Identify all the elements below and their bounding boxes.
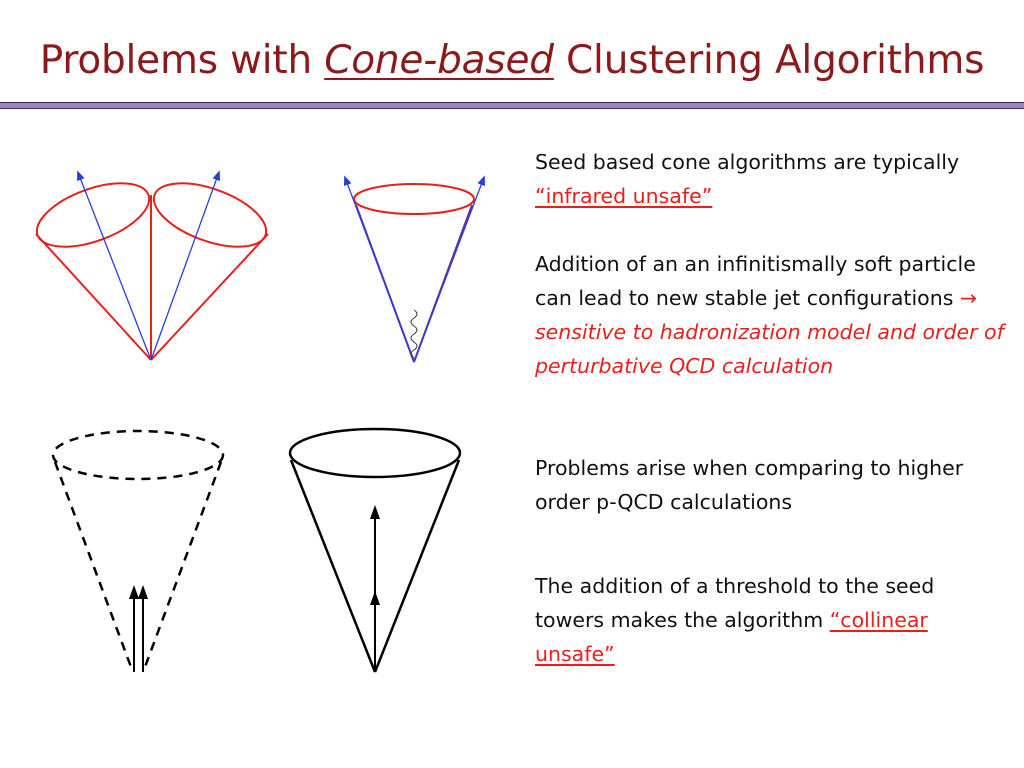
solid-cone-diagram [290, 429, 460, 672]
paragraph-collinear [535, 569, 1005, 671]
blue-arrow [79, 175, 151, 360]
paragraph-pqcd [535, 451, 1005, 519]
cone-edge [145, 462, 221, 667]
paragraph-text: Addition of an an infinitismally soft particle can lead to new stable jet configurations [535, 252, 976, 310]
soft-gluon-wiggle [411, 310, 417, 358]
paragraph-soft-particle [535, 247, 1005, 383]
title-suffix: Clustering Algorithms [553, 38, 985, 83]
paragraph-infrared [535, 145, 1005, 213]
cone-edge [36, 234, 151, 360]
collinear-unsafe-highlight: “collinear unsafe” [535, 608, 928, 666]
sensitivity-highlight: → sensitive to hadronization model and order of perturbative QCD calculation [535, 286, 1004, 378]
cone-top-right [146, 170, 275, 259]
cone-edge [375, 460, 459, 672]
cone-top [354, 184, 474, 214]
split-cones-diagram [29, 170, 275, 360]
dashed-cone-diagram [53, 431, 223, 672]
infrared-unsafe-highlight: “infrared unsafe” [535, 184, 713, 208]
merged-cone-diagram [346, 180, 483, 362]
cone-edge [55, 462, 131, 667]
cone-edge [291, 460, 375, 672]
paragraph-text: Seed based cone algorithms are typically [535, 150, 960, 174]
paragraph-text: The addition of a threshold to the seed towers makes the algorithm [535, 574, 935, 632]
blue-arrow [414, 180, 483, 362]
cone-top [290, 429, 460, 477]
blue-arrow [346, 180, 414, 362]
cone-edge [151, 234, 268, 360]
cone-top [53, 431, 223, 479]
title-prefix: Problems with [39, 38, 325, 83]
paragraph-text: Problems arise when comparing to higher order p-QCD calculations [535, 456, 964, 514]
title-emphasis: Cone-based [324, 38, 554, 83]
blue-arrow [151, 175, 218, 360]
